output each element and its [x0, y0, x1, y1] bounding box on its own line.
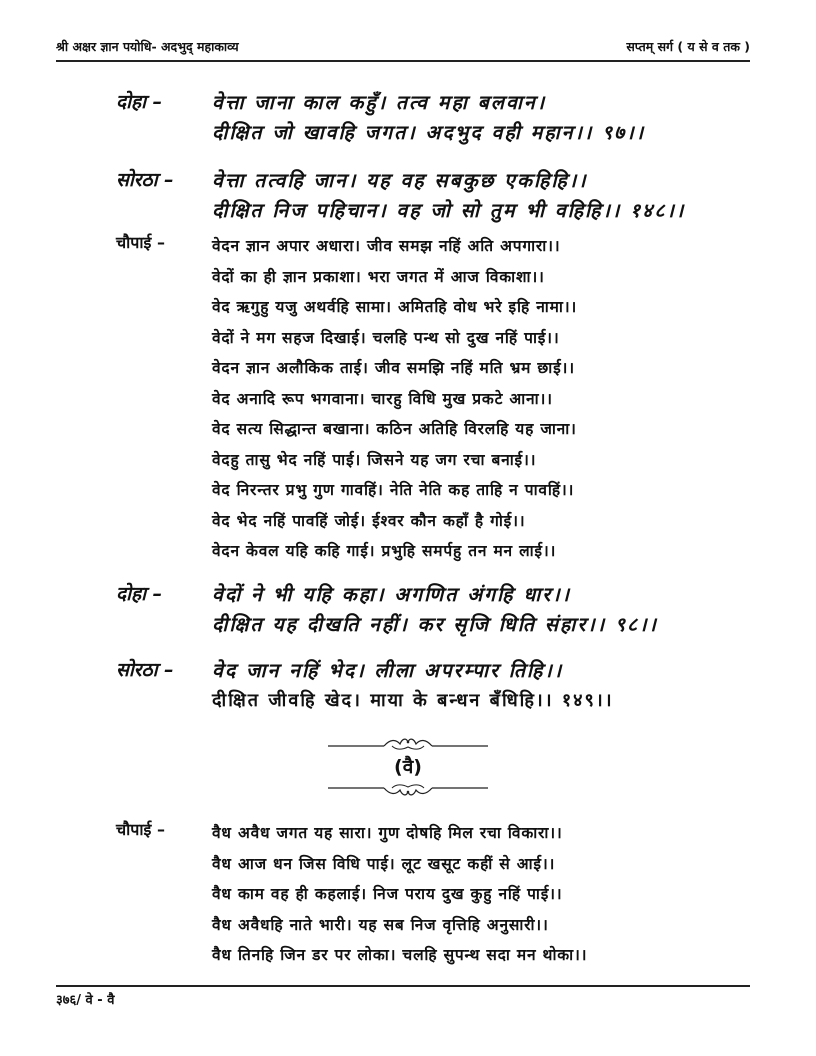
book-title: श्री अक्षर ज्ञान पयोधि- अदभुद् महाकाव्य: [56, 39, 239, 54]
verse-line: वेद अनादि रूप भगवाना। चारहु विधि मुख प्रकटे आना।।: [212, 389, 553, 408]
section-divider: [322, 736, 494, 798]
verse-line: दीक्षित जो खावहि जगत। अदभुद वही महान।। ९७।।: [212, 121, 646, 144]
verse-label: चौपाई –: [116, 820, 165, 839]
verse-lines: [212, 88, 676, 148]
footer-rule: [56, 985, 750, 987]
verse-label: दोहा –: [116, 91, 163, 113]
verse-line: दीक्षित निज पहिचान। वह जो सो तुम भी वहिहि।। १४८।।: [212, 199, 686, 222]
verse-line: वेदन केवल यहि कहि गाई। प्रभुहि समर्पहु तन मन लाई।।: [212, 542, 557, 560]
verse-line: वैध आज धन जिस विधि पाई। लूट खसूट कहीं से आई।।: [212, 854, 556, 873]
ornament-bottom-icon: [322, 780, 494, 798]
running-header: [56, 38, 750, 60]
verse-line: वेदों का ही ज्ञान प्रकाशा। भरा जगत में आज विकाशा।।: [212, 267, 545, 286]
verse-lines: [212, 656, 676, 716]
verse-line: वेदों ने भी यहि कहा। अगणित अंगहि धार।।: [212, 583, 572, 606]
verse-line: वेद भेद नहिं पावहिं जोई। ईश्वर कौन कहाँ है गोई।।: [212, 511, 526, 530]
verse-line: वेदन ज्ञान अपार अधारा। जीव समझ नहिं अति अपगारा।।: [212, 237, 561, 255]
verse-line: वेदों ने मग सहज दिखाई। चलहि पन्थ सो दुख नहिं पाई।।: [212, 328, 560, 347]
verse-line: वेदन ज्ञान अलौकिक ताई। जीव समझि नहिं मति भ्रम छाई।।: [212, 359, 575, 377]
verse-label: सोरठा –: [116, 169, 174, 191]
verse-line: दीक्षित जीवहि खेद। माया के बन्धन बँधिहि।। १४९।।: [212, 690, 614, 711]
verse-line: वेद सत्य सिद्धान्त बखाना। कठिन अतिहि विरलहि यह जाना।: [212, 420, 577, 438]
verse-line: वेद जान नहिं भेद। लीला अपरम्पार तिहि।।: [212, 659, 564, 682]
header-rule: [56, 60, 750, 62]
ornament-top-icon: [322, 736, 494, 754]
verse-line: वेद निरन्तर प्रभु गुण गावहिं। नेति नेति कह ताहि न पावहिं।।: [212, 481, 575, 499]
verse-line: वेद ऋगुहु यजु अथर्वहि सामा। अमितहि वोध भरे इहि नामा।।: [212, 298, 578, 316]
verse-line: वेत्ता तत्वहि जान। यह वह सबकुछ एकहिहि।।: [212, 169, 588, 192]
verse-line: वैध तिनहि जिन डर पर लोका। चलहि सुपन्थ सदा मन थोका।।: [212, 946, 588, 964]
verse-line: वैध काम वह ही कहलाई। निज पराय दुख कुहु नहिं पाई।।: [212, 885, 563, 903]
verse-line: वेत्ता जाना काल कहुँ। तत्व महा बलवान।: [212, 91, 547, 114]
section-title: (वै): [394, 756, 422, 778]
verse-lines: [212, 231, 676, 567]
verse-line: वैध अवैध जगत यह सारा। गुण दोषहि मिल रचा विकारा।।: [212, 824, 563, 842]
verse-line: वेदहु तासु भेद नहिं पाई। जिसने यह जग रचा बनाई।।: [212, 450, 537, 469]
verse-lines: [212, 580, 676, 640]
verse-lines: [212, 818, 676, 971]
verse-label: चौपाई –: [116, 233, 165, 252]
page-footer: ३७६/ वे - वै: [56, 993, 115, 1008]
verse-label: दोहा –: [116, 583, 163, 605]
verse-line: दीक्षित यह दीखति नहीं। कर सृजि धिति संहार।। ९८।।: [212, 613, 658, 636]
verse-lines: [212, 166, 686, 226]
chapter-title: सप्तम् सर्ग ( य से व तक ): [626, 39, 750, 54]
verse-label: सोरठा –: [116, 659, 174, 681]
verse-line: वैध अवैधहि नाते भारी। यह सब निज वृत्तिहि अनुसारी।।: [212, 915, 549, 934]
